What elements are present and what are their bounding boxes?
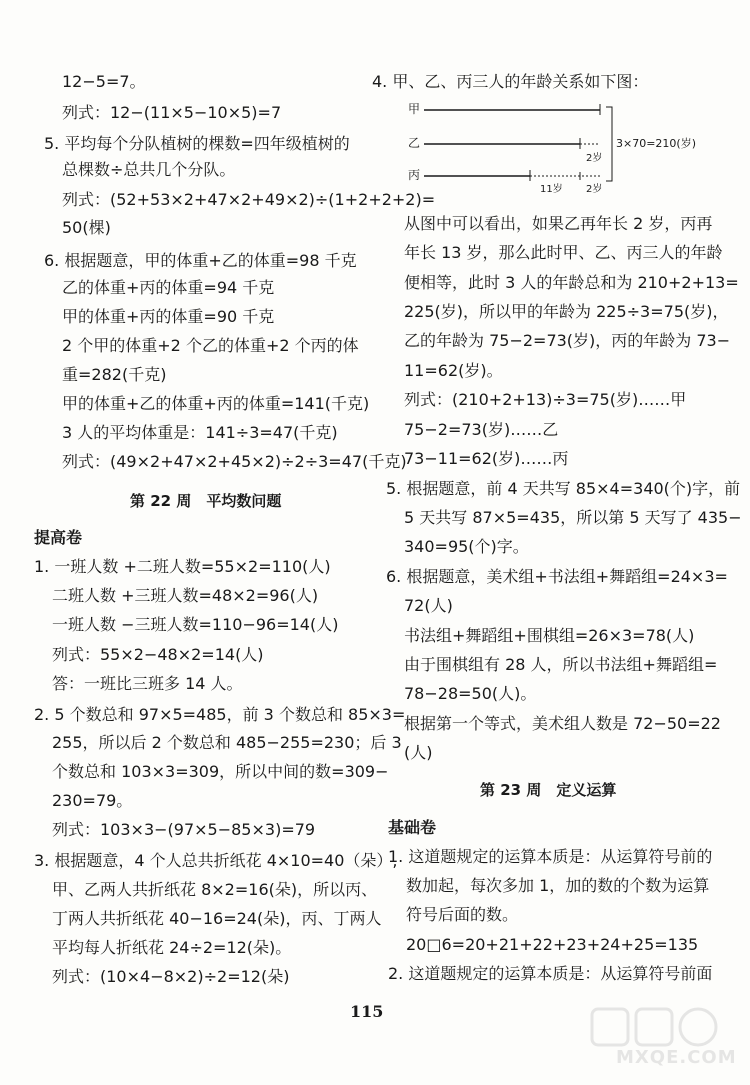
text-line: 甲的体重+乙的体重+丙的体重=141(千克) xyxy=(62,394,370,413)
text-line: 6. 根据题意，美术组+书法组+舞蹈组=24×3= xyxy=(386,567,728,586)
text-line: 列式：(49×2+47×2+45×2)÷2÷3=47(千克) xyxy=(62,452,407,471)
bing-gap-label-2: 2岁 xyxy=(586,184,603,195)
text-line: 11=62(岁)。 xyxy=(404,361,503,380)
bing-gap-label-1: 11岁 xyxy=(540,184,563,195)
text-line: 丁两人共折纸花 40−16=24(朵)，丙、丁两人 xyxy=(52,909,382,928)
section-heading: 第 23 周 定义运算 xyxy=(480,781,617,799)
text-line: 由于围棋组有 28 人，所以书法组+舞蹈组= xyxy=(404,655,718,674)
text-line: 73−11=62(岁)……丙 xyxy=(404,449,569,468)
text-line: 乙的年龄为 75−2=73(岁)，丙的年龄为 73− xyxy=(404,331,731,350)
text-line: 甲、乙两人共折纸花 8×2=16(朵)，所以丙、 xyxy=(52,880,378,899)
subsection-heading: 基础卷 xyxy=(388,818,437,837)
text-line: 6. 根据题意，甲的体重+乙的体重=98 千克 xyxy=(44,251,357,270)
page-number: 115 xyxy=(350,1002,384,1021)
watermark-text: MXQE.COM xyxy=(616,1047,737,1068)
text-line: 2 个甲的体重+2 个乙的体重+2 个丙的体 xyxy=(62,336,359,355)
text-line: 72(人) xyxy=(404,596,453,615)
text-line: 符号后面的数。 xyxy=(406,905,519,924)
text-line: 一班人数 −三班人数=110−96=14(人) xyxy=(52,615,339,634)
age-diagram xyxy=(390,95,735,195)
text-line: 列式：(10×4−8×2)÷2=12(朵) xyxy=(52,967,290,986)
text-line: 列式：103×3−(97×5−85×3)=79 xyxy=(52,820,316,839)
text-line: 20□6=20+21+22+23+24+25=135 xyxy=(406,935,699,954)
text-line: 年长 13 岁，那么此时甲、乙、丙三人的年龄 xyxy=(404,243,723,262)
text-line: 总棵数÷总共几个分队。 xyxy=(62,160,236,179)
text-line: 甲的体重+丙的体重=90 千克 xyxy=(62,307,275,326)
text-line: 1. 一班人数 +二班人数=55×2=110(人) xyxy=(34,557,331,576)
text-line: 列式：(52+53×2+47×2+49×2)÷(1+2+2+2)= xyxy=(62,190,436,209)
text-line: 225(岁)，所以甲的年龄为 225÷3=75(岁)， xyxy=(404,302,729,321)
text-line: 230=79。 xyxy=(52,791,133,810)
text-line: 3. 根据题意，4 个人总共折纸花 4×10=40（朵）, xyxy=(34,851,398,870)
text-line: 2. 这道题规定的运算本质是：从运算符号前面 xyxy=(388,964,713,983)
text-line: 个数总和 103×3=309，所以中间的数=309− xyxy=(52,762,389,781)
text-line: 5. 根据题意，前 4 天共写 85×4=340(个)字，前 xyxy=(386,479,741,498)
subsection-heading: 提高卷 xyxy=(34,528,83,547)
text-line: 3 人的平均体重是：141÷3=47(千克) xyxy=(62,423,338,442)
text-line: 根据第一个等式，美术组人数是 72−50=22 xyxy=(404,714,721,733)
text-line: 5 天共写 87×5=435，所以第 5 天写了 435− xyxy=(404,508,742,527)
text-line: 数加起，每次多加 1，加的数的个数为运算 xyxy=(406,876,710,895)
text-line: 1. 这道题规定的运算本质是：从运算符号前的 xyxy=(388,847,713,866)
text-line: 二班人数 +三班人数=48×2=96(人) xyxy=(52,586,319,605)
text-line: 答：一班比三班多 14 人。 xyxy=(52,674,243,693)
text-line: 4. 甲、乙、丙三人的年龄关系如下图： xyxy=(372,72,649,91)
text-line: 书法组+舞蹈组+围棋组=26×3=78(人) xyxy=(404,626,695,645)
text-line: 78−28=50(人)。 xyxy=(404,684,537,703)
text-line: 255，所以后 2 个数总和 485−255=230；后 3 xyxy=(52,733,402,752)
total-brace xyxy=(606,107,612,181)
watermark-logo xyxy=(588,1005,737,1075)
text-line: 75−2=73(岁)……乙 xyxy=(404,420,559,439)
text-line: (人) xyxy=(404,743,433,762)
yi-gap-label: 2岁 xyxy=(586,153,603,164)
text-line: 50(棵) xyxy=(62,218,111,237)
diagram-label-yi: 乙 xyxy=(408,136,421,150)
section-heading: 第 22 周 平均数问题 xyxy=(130,492,282,510)
text-line: 列式：12−(11×5−10×5)=7 xyxy=(62,103,282,122)
text-line: 340=95(个)字。 xyxy=(404,537,529,556)
text-line: 乙的体重+丙的体重=94 千克 xyxy=(62,278,275,297)
text-line: 平均每人折纸花 24÷2=12(朵)。 xyxy=(52,938,292,957)
text-line: 从图中可以看出，如果乙再年长 2 岁，丙再 xyxy=(404,214,713,233)
text-line: 重=282(千克) xyxy=(62,365,167,384)
text-line: 2. 5 个数总和 97×5=485，前 3 个数总和 85×3= xyxy=(34,705,406,724)
diagram-label-jia: 甲 xyxy=(408,102,421,116)
text-line: 列式：(210+2+13)÷3=75(岁)……甲 xyxy=(404,390,687,409)
diagram-label-bing: 丙 xyxy=(408,168,421,182)
text-line: 12−5=7。 xyxy=(62,72,146,91)
text-line: 5. 平均每个分队植树的棵数=四年级植树的 xyxy=(44,134,350,153)
text-line: 便相等，此时 3 人的年龄总和为 210+2+13= xyxy=(404,273,739,292)
total-label: 3×70=210(岁) xyxy=(616,137,697,150)
text-line: 列式：55×2−48×2=14(人) xyxy=(52,645,264,664)
